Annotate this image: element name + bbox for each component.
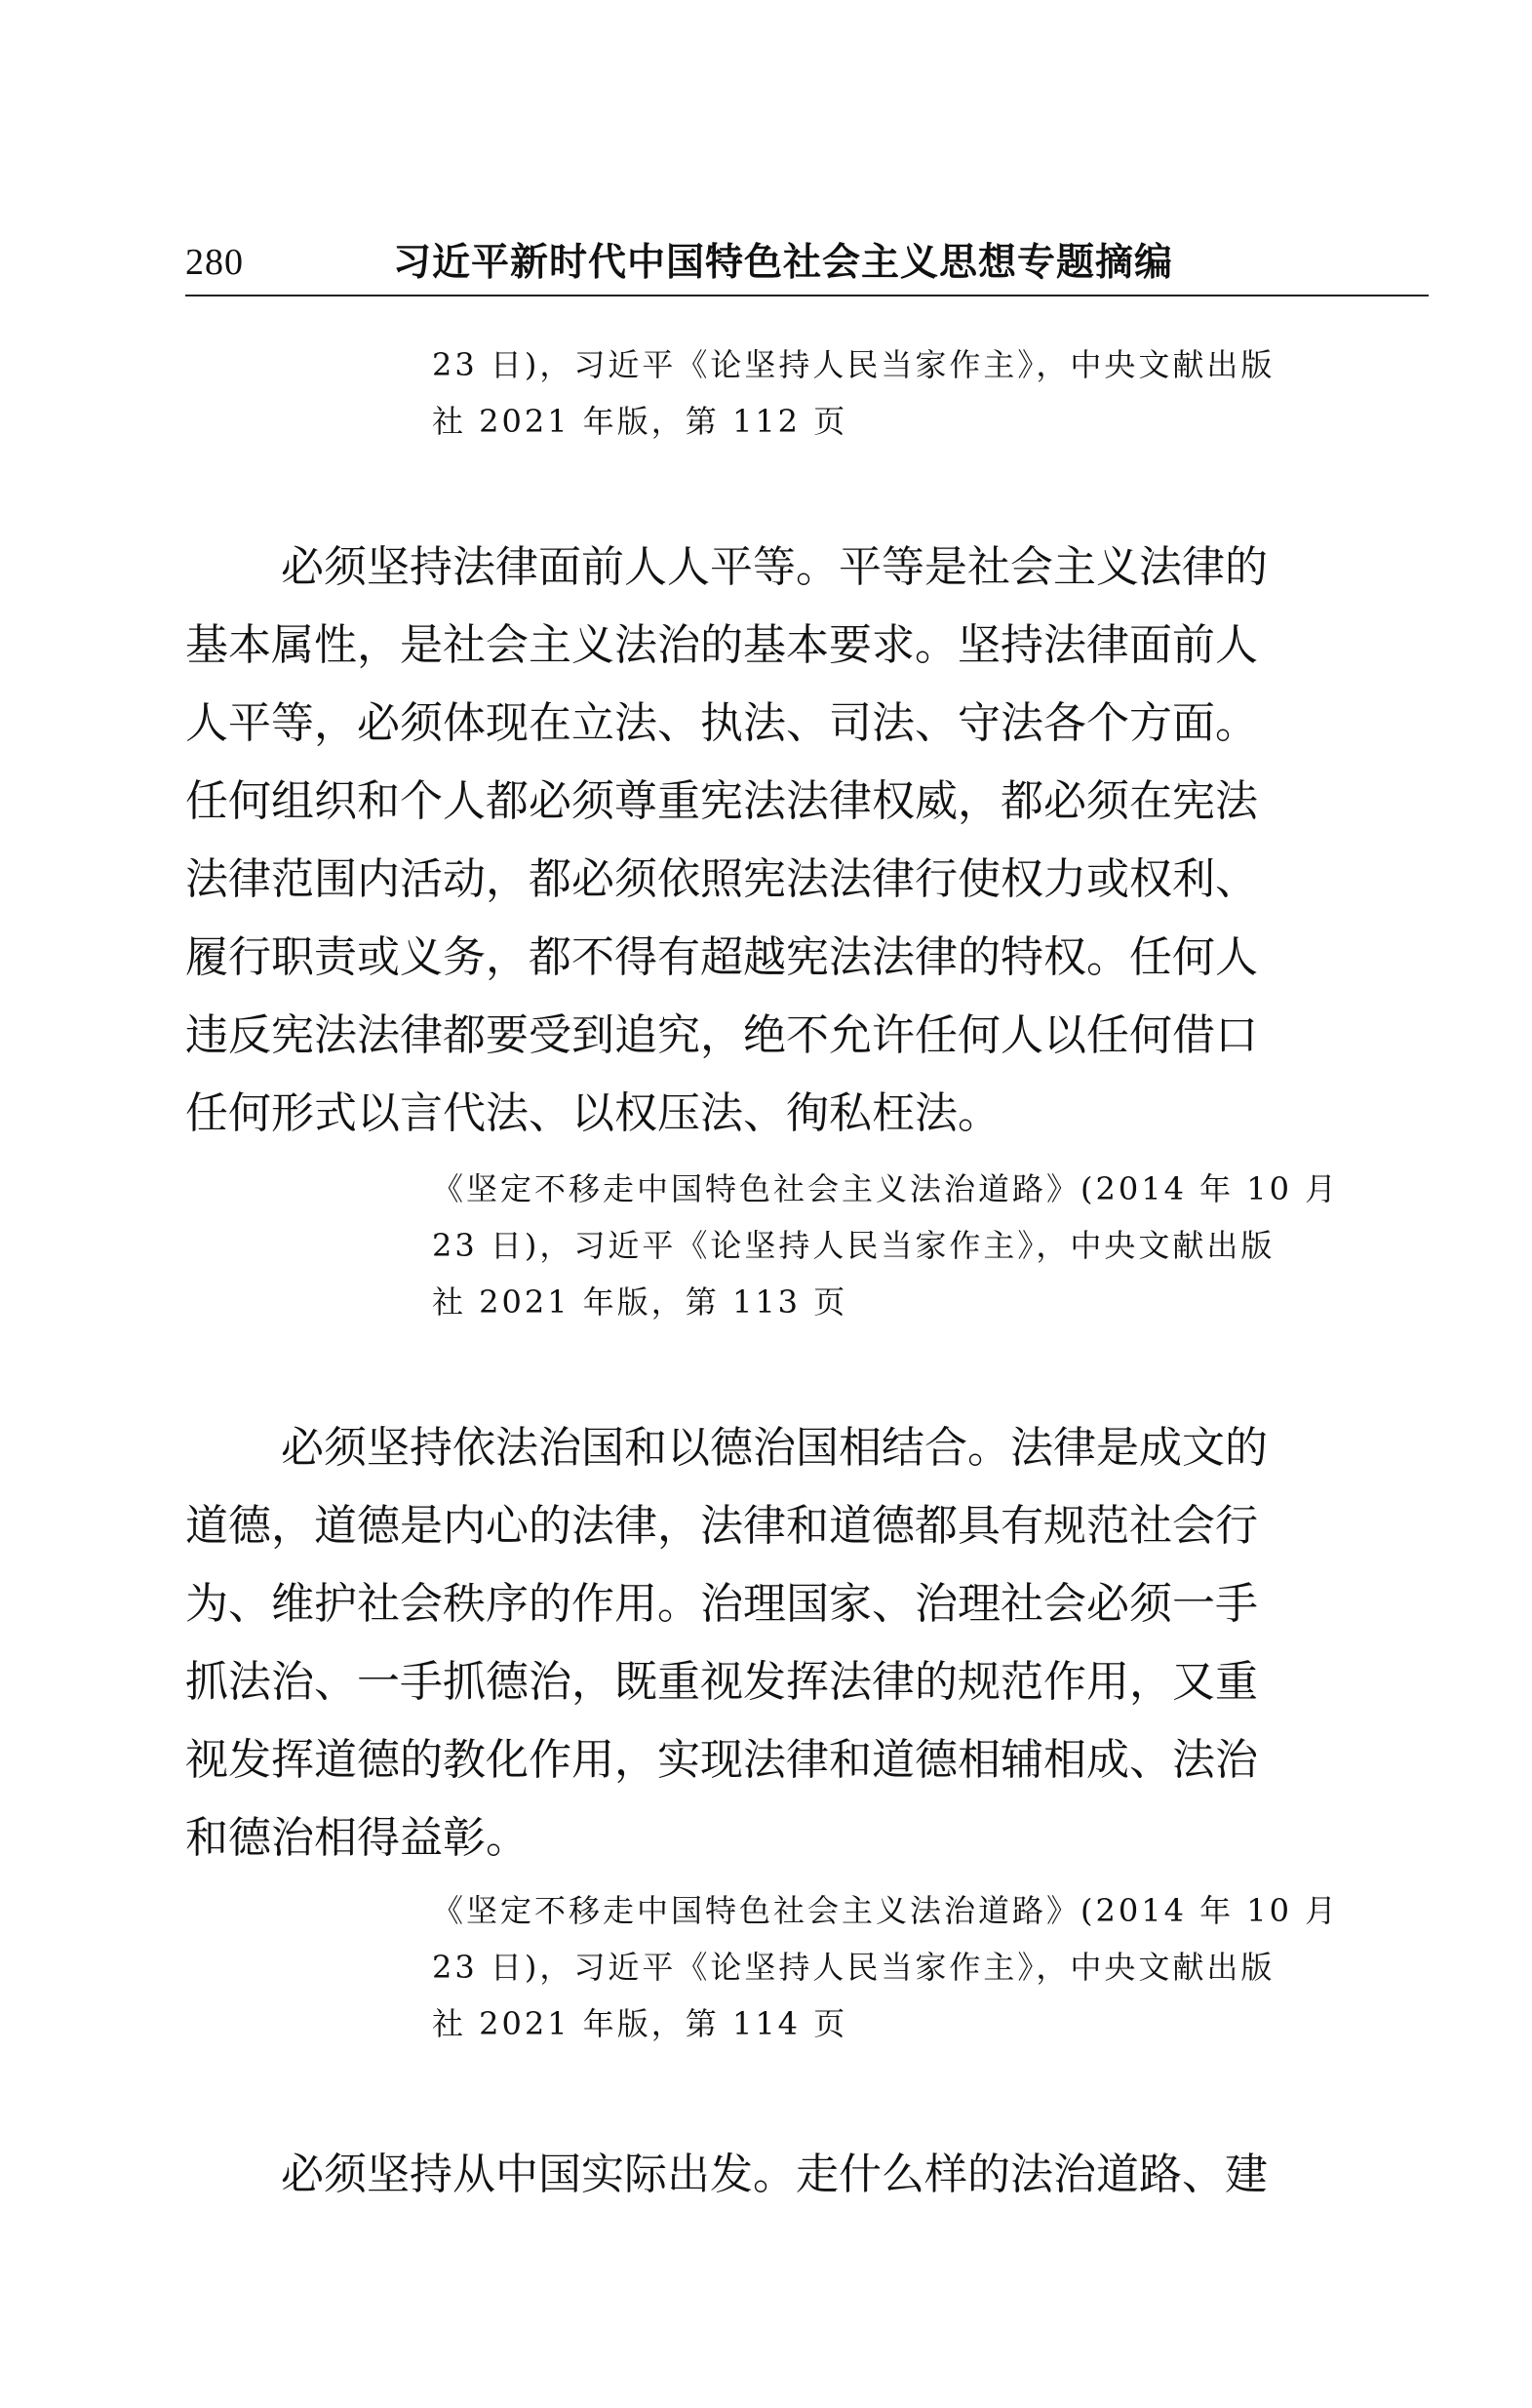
citation-line: 23 日)，习近平《论坚持人民当家作主》，中央文献出版 (432, 1949, 1276, 1986)
page-number: 280 (185, 242, 244, 283)
paragraph-line: 违反宪法法律都要受到追究，绝不允许任何人以任何借口 (185, 1010, 1258, 1060)
paragraph-line: 基本属性，是社会主义法治的基本要求。坚持法律面前人 (185, 620, 1258, 670)
citation-113 (432, 1161, 1429, 1330)
citation-114 (432, 1882, 1429, 2052)
paragraph-line: 法律范围内活动，都必须依照宪法法律行使权力或权利、 (185, 854, 1258, 904)
paragraph-line: 道德，道德是内心的法律，法律和道德都具有规范社会行 (185, 1501, 1258, 1551)
paragraph-line: 为、维护社会秩序的作用。治理国家、治理社会必须一手 (185, 1579, 1258, 1629)
header-rule (185, 295, 1429, 296)
citation-112 (432, 336, 1429, 450)
citation-line: 社 2021 年版，第 114 页 (432, 2005, 848, 2042)
paragraph-line: 必须坚持法律面前人人平等。平等是社会主义法律的 (281, 542, 1268, 592)
page-header (185, 232, 1429, 293)
paragraph-law-and-virtue (185, 1409, 1429, 1877)
paragraph-line: 任何形式以言代法、以权压法、徇私枉法。 (185, 1088, 1001, 1138)
paragraph-line: 履行职责或义务，都不得有超越宪法法律的特权。任何人 (185, 932, 1258, 982)
paragraph-equality (185, 529, 1429, 1153)
citation-line: 23 日)，习近平《论坚持人民当家作主》，中央文献出版 (432, 1227, 1276, 1264)
citation-line: 社 2021 年版，第 113 页 (432, 1283, 848, 1321)
paragraph-line: 视发挥道德的教化作用，实现法律和道德相辅相成、法治 (185, 1735, 1258, 1785)
citation-line: 《坚定不移走中国特色社会主义法治道路》(2014 年 10 月 (432, 1170, 1340, 1207)
paragraph-china-reality (185, 2136, 1429, 2214)
paragraph-line: 人平等，必须体现在立法、执法、司法、守法各个方面。 (185, 698, 1258, 748)
running-title: 习近平新时代中国特色社会主义思想专题摘编 (393, 240, 1174, 285)
paragraph-line: 和德治相得益彰。 (185, 1813, 529, 1863)
paragraph-line: 必须坚持依法治国和以德治国相结合。法律是成文的 (281, 1423, 1268, 1473)
paragraph-line: 任何组织和个人都必须尊重宪法法律权威，都必须在宪法 (185, 776, 1258, 826)
citation-line: 社 2021 年版，第 112 页 (432, 403, 848, 440)
paragraph-line: 抓法治、一手抓德治，既重视发挥法律的规范作用，又重 (185, 1657, 1258, 1707)
citation-line: 《坚定不移走中国特色社会主义法治道路》(2014 年 10 月 (432, 1892, 1340, 1929)
paragraph-line: 必须坚持从中国实际出发。走什么样的法治道路、建 (281, 2150, 1268, 2199)
citation-line: 23 日)，习近平《论坚持人民当家作主》，中央文献出版 (432, 346, 1276, 383)
